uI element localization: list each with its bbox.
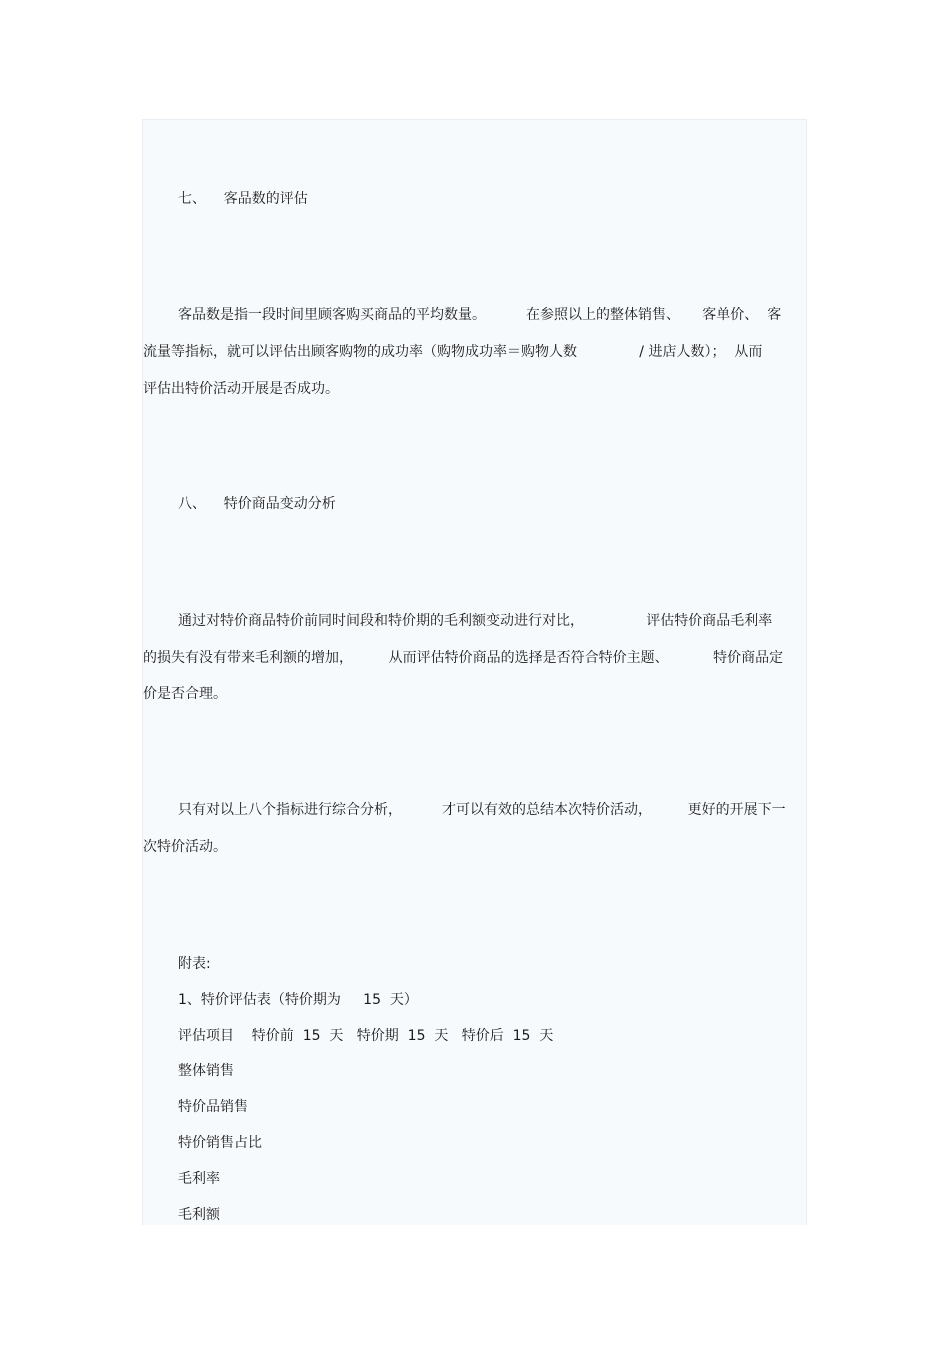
paragraph-line: 客品数是指一段时间里顾客购买商品的平均数量。 在参照以上的整体销售、 客单价、 客 — [178, 307, 782, 323]
paragraph-line: 只有对以上八个指标进行综合分析， 才可以有效的总结本次特价活动， 更好的开展下一 — [178, 802, 786, 818]
table-row-label: 特价销售占比 — [178, 1135, 262, 1151]
section-heading-8: 八、 特价商品变动分析 — [178, 496, 336, 512]
table-row-label: 毛利额 — [178, 1207, 220, 1223]
section-heading-7: 七、 客品数的评估 — [178, 191, 308, 207]
paragraph-line: 的损失有没有带来毛利额的增加， 从而评估特价商品的选择是否符合特价主题、 特价商品定 — [143, 650, 784, 666]
table-row-label: 毛利率 — [178, 1171, 220, 1187]
paragraph-line: 流量等指标，就可以评估出顾客购物的成功率（购物成功率＝购物人数 / 进店人数）； 从而 — [143, 344, 763, 360]
paragraph-line: 通过对特价商品特价前同时间段和特价期的毛利额变动进行对比， 评估特价商品毛利率 — [178, 613, 773, 629]
table-row-label: 整体销售 — [178, 1063, 234, 1079]
paragraph-line: 价是否合理。 — [143, 686, 227, 702]
appendix-label: 附表: — [178, 956, 211, 972]
table-header-row: 评估项目 特价前 15 天 特价期 15 天 特价后 15 天 — [178, 1028, 554, 1044]
table-row-label: 特价品销售 — [178, 1099, 248, 1115]
table-title: 1、特价评估表（特价期为 15 天） — [178, 992, 418, 1008]
paragraph-line: 评估出特价活动开展是否成功。 — [143, 381, 339, 397]
paragraph-line: 次特价活动。 — [143, 839, 227, 855]
document-page — [142, 119, 807, 1225]
